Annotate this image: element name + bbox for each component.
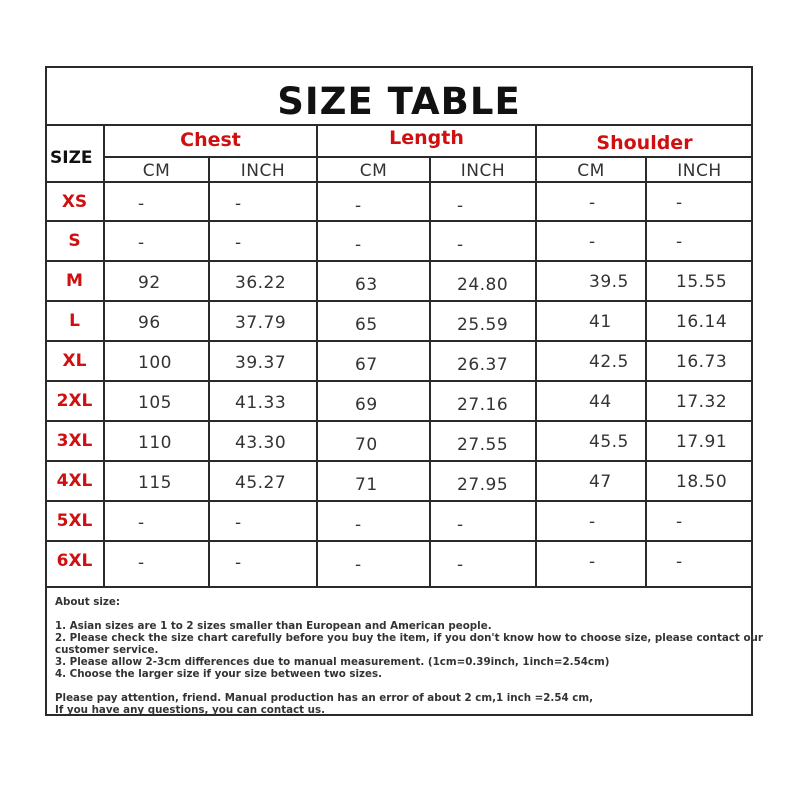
table-cell: - [235,553,242,573]
table-cell: 17.32 [676,392,728,412]
table-cell: 63 [355,275,378,295]
table-cell: - [138,553,145,573]
table-cell: - [676,193,683,213]
table-cell: - [589,193,596,213]
size-label: 5XL [56,511,93,531]
table-cell: 41 [589,312,612,332]
table-cell: 27.55 [457,435,509,455]
table-cell: 25.59 [457,315,509,335]
table-cell: 39.5 [589,272,629,292]
table-cell: 17.91 [676,432,728,452]
table-cell: 45.27 [235,473,287,493]
table-cell: 16.73 [676,352,728,372]
table-cell: 70 [355,435,378,455]
grid-line-horizontal [45,124,753,126]
table-cell: - [457,515,464,535]
group-header-length: Length [389,127,464,149]
table-cell: 69 [355,395,378,415]
table-cell: 67 [355,355,378,375]
table-cell: 100 [138,353,172,373]
table-cell: 26.37 [457,355,509,375]
table-cell: 36.22 [235,273,287,293]
table-cell: - [457,555,464,575]
size-label: S [68,231,81,251]
size-label: XL [62,351,87,371]
table-cell: - [355,196,362,216]
grid-line-vertical [316,125,318,587]
grid-line-vertical [535,125,537,587]
size-label: 2XL [56,391,93,411]
size-label: 3XL [56,431,93,451]
table-cell: - [355,555,362,575]
table-cell: - [235,194,242,214]
table-cell: 41.33 [235,393,287,413]
table-cell: 37.79 [235,313,287,333]
table-cell: 39.37 [235,353,287,373]
size-label: 6XL [56,551,93,571]
table-cell: 27.95 [457,475,509,495]
table-cell: 44 [589,392,612,412]
page-title: SIZE TABLE [277,80,521,123]
group-header-shoulder: Shoulder [596,132,693,154]
table-cell: - [589,232,596,252]
table-cell: 105 [138,393,172,413]
table-cell: 24.80 [457,275,509,295]
note-line: 1. Asian sizes are 1 to 2 sizes smaller than European and American people. [55,620,492,632]
table-cell: - [589,512,596,532]
unit-header-cm: CM [359,161,388,181]
note-line: 2. Please check the size chart carefully before you buy the item, if you don't know how to choose size, please contact our [55,632,763,644]
note-line: customer service. [55,644,159,656]
unit-header-inch: INCH [677,161,722,181]
table-cell: 47 [589,472,612,492]
table-cell: 15.55 [676,272,728,292]
table-cell: - [457,196,464,216]
table-cell: 96 [138,313,161,333]
size-notes [55,596,763,716]
table-cell: - [138,194,145,214]
table-cell: - [457,235,464,255]
size-label: M [66,271,83,291]
table-cell: 71 [355,475,378,495]
note-line: 3. Please allow 2-3cm differences due to manual measurement. (1cm=0.39inch, 1inch=2.54cm) [55,656,610,668]
grid-line-vertical [645,157,647,587]
table-cell: - [138,513,145,533]
table-cell: - [138,233,145,253]
table-cell: - [235,233,242,253]
notes-heading: About size: [55,596,121,608]
group-header-chest: Chest [180,129,241,151]
table-cell: 27.16 [457,395,509,415]
unit-header-cm: CM [142,161,171,181]
unit-header-inch: INCH [460,161,506,181]
table-cell: - [589,552,596,572]
table-cell: 16.14 [676,312,728,332]
notes-footer-line: Please pay attention, friend. Manual production has an error of about 2 cm,1 inch =2.54 cm, [55,692,594,704]
size-label: 4XL [56,471,93,491]
size-column-header: SIZE [50,148,93,168]
size-label: L [69,311,80,331]
table-cell: - [676,512,683,532]
table-cell: 18.50 [676,472,728,492]
table-cell: 92 [138,273,161,293]
table-cell: - [355,235,362,255]
table-cell: - [676,232,683,252]
note-line: 4. Choose the larger size if your size between two sizes. [55,668,383,680]
table-cell: 43.30 [235,433,287,453]
table-cell: - [676,552,683,572]
unit-header-inch: INCH [240,161,286,181]
table-cell: 42.5 [589,352,629,372]
table-cell: 65 [355,315,378,335]
table-cell: 110 [138,433,172,453]
grid-line-vertical [429,157,431,587]
table-cell: 115 [138,473,172,493]
notes-footer-line: If you have any questions, you can contact us. [55,704,326,716]
unit-header-cm: CM [577,161,605,181]
table-cell: 45.5 [589,432,629,452]
grid-line-vertical [208,157,210,587]
table-cell: - [235,513,242,533]
table-cell: - [355,515,362,535]
size-label: XS [61,192,88,212]
